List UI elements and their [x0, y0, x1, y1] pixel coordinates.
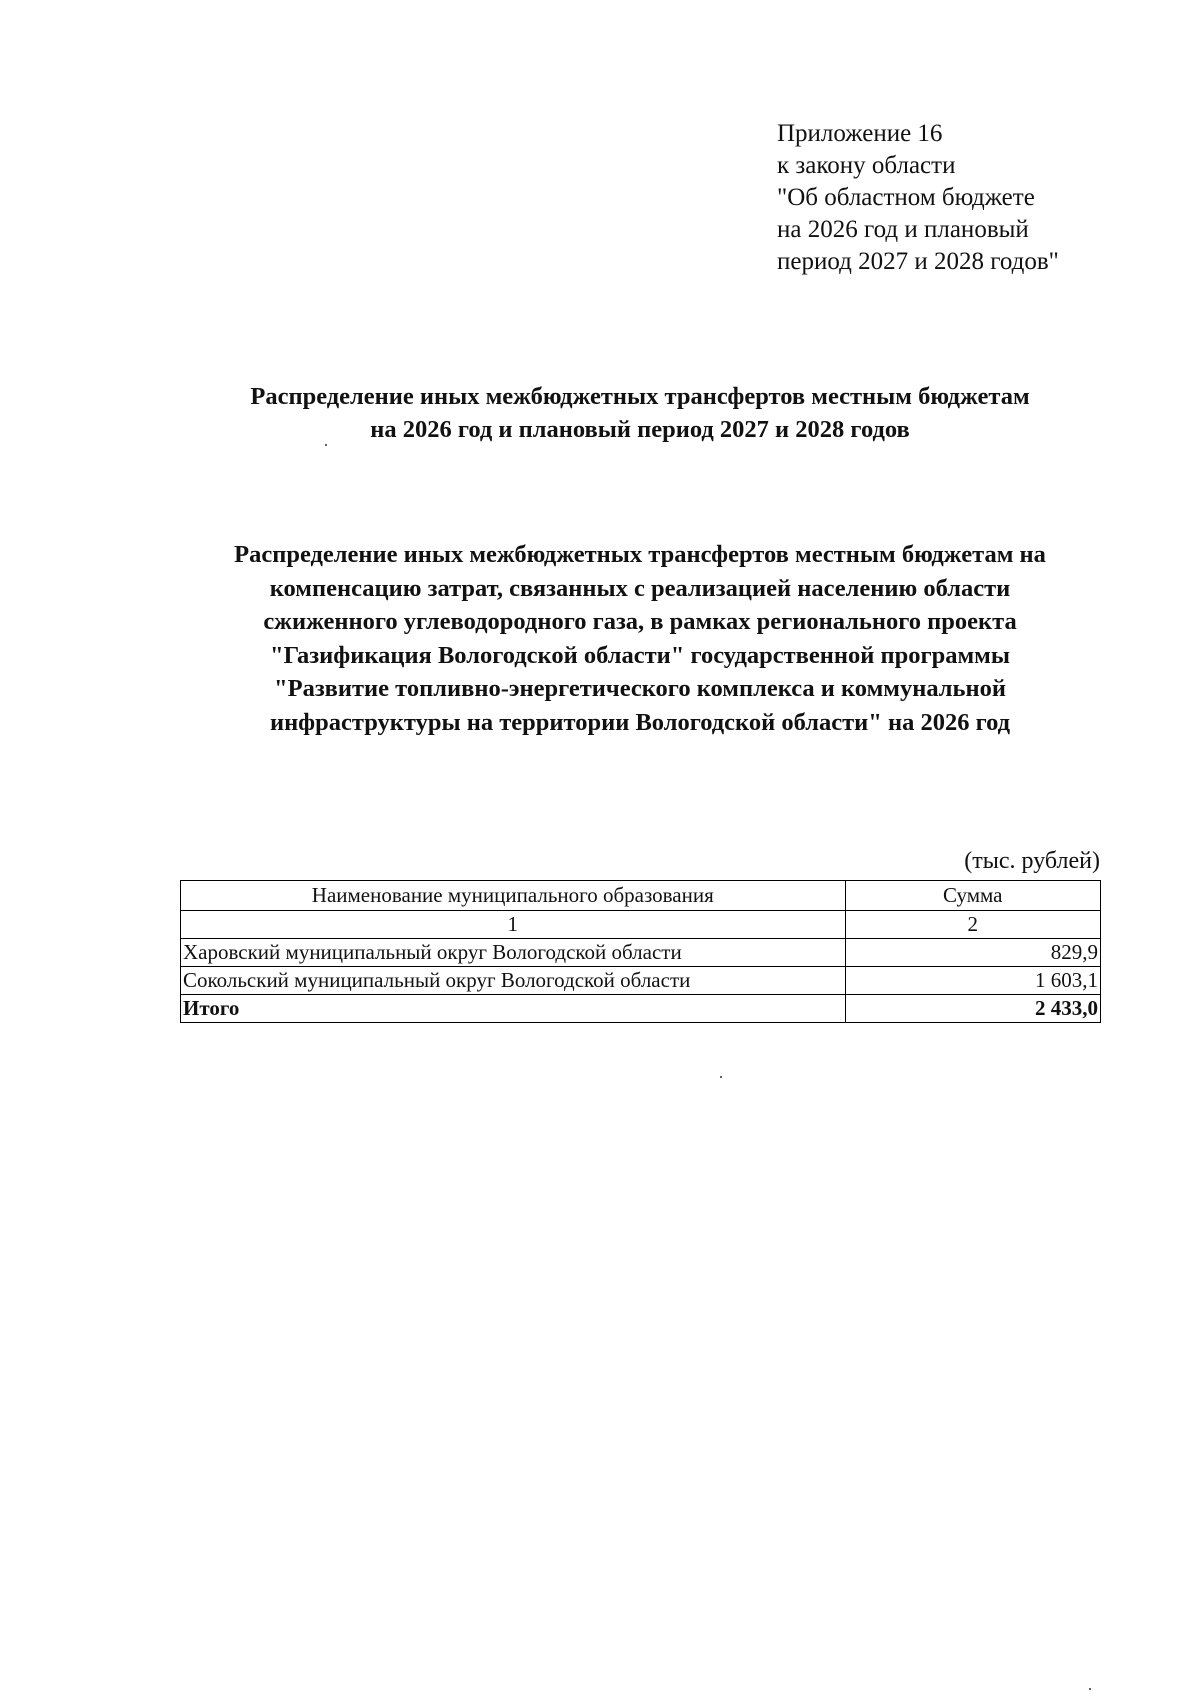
- main-title: [160, 380, 1120, 446]
- header-name: Наименование муниципального образования: [181, 881, 846, 911]
- main-title-line: на 2026 год и плановый период 2027 и 2028 годов: [370, 416, 910, 443]
- appendix-note: [777, 118, 1059, 278]
- header-sum: Сумма: [845, 881, 1100, 911]
- scan-speck: [720, 1076, 722, 1078]
- section-title-line: "Развитие топливно-энергетического комплекса и коммунальной: [274, 675, 1006, 702]
- total-label: Итого: [181, 995, 846, 1023]
- table-row: [181, 939, 1101, 967]
- appendix-line: на 2026 год и плановый: [777, 216, 1029, 243]
- section-title: [150, 538, 1130, 739]
- table-header-row: [181, 881, 1101, 911]
- column-number-row: [181, 911, 1101, 939]
- municipality-name: Харовский муниципальный округ Вологодской области: [181, 939, 846, 967]
- total-sum: 2 433,0: [845, 995, 1100, 1023]
- appendix-line: к закону области: [777, 152, 956, 179]
- section-title-line: компенсацию затрат, связанных с реализацией населению области: [269, 574, 1011, 602]
- section-title-line: Распределение иных межбюджетных трансфертов местным бюджетам на: [234, 541, 1046, 568]
- column-number-1: 1: [181, 911, 846, 939]
- units-label: (тыс. рублей): [964, 848, 1100, 874]
- main-title-line: Распределение иных межбюджетных трансфертов местным бюджетам: [250, 383, 1030, 410]
- section-title-line: сжиженного углеводородного газа, в рамках регионального проекта: [263, 608, 1017, 635]
- column-number-2: 2: [845, 911, 1100, 939]
- section-title-line: "Газификация Вологодской области" государственной программы: [270, 641, 1010, 669]
- appendix-line: Приложение 16: [777, 120, 943, 147]
- appendix-line: период 2027 и 2028 годов": [777, 248, 1059, 275]
- municipality-name: Сокольский муниципальный округ Вологодской области: [181, 967, 846, 995]
- section-title-line: инфраструктуры на территории Вологодской области" на 2026 год: [269, 708, 1011, 736]
- scan-speck: [325, 444, 327, 446]
- appendix-line: "Об областном бюджете: [777, 184, 1035, 211]
- total-row: [181, 995, 1101, 1023]
- allocation-table: [180, 880, 1101, 1023]
- table-row: [181, 967, 1101, 995]
- scan-speck: [1089, 1688, 1091, 1690]
- municipality-sum: 829,9: [845, 939, 1100, 967]
- municipality-sum: 1 603,1: [845, 967, 1100, 995]
